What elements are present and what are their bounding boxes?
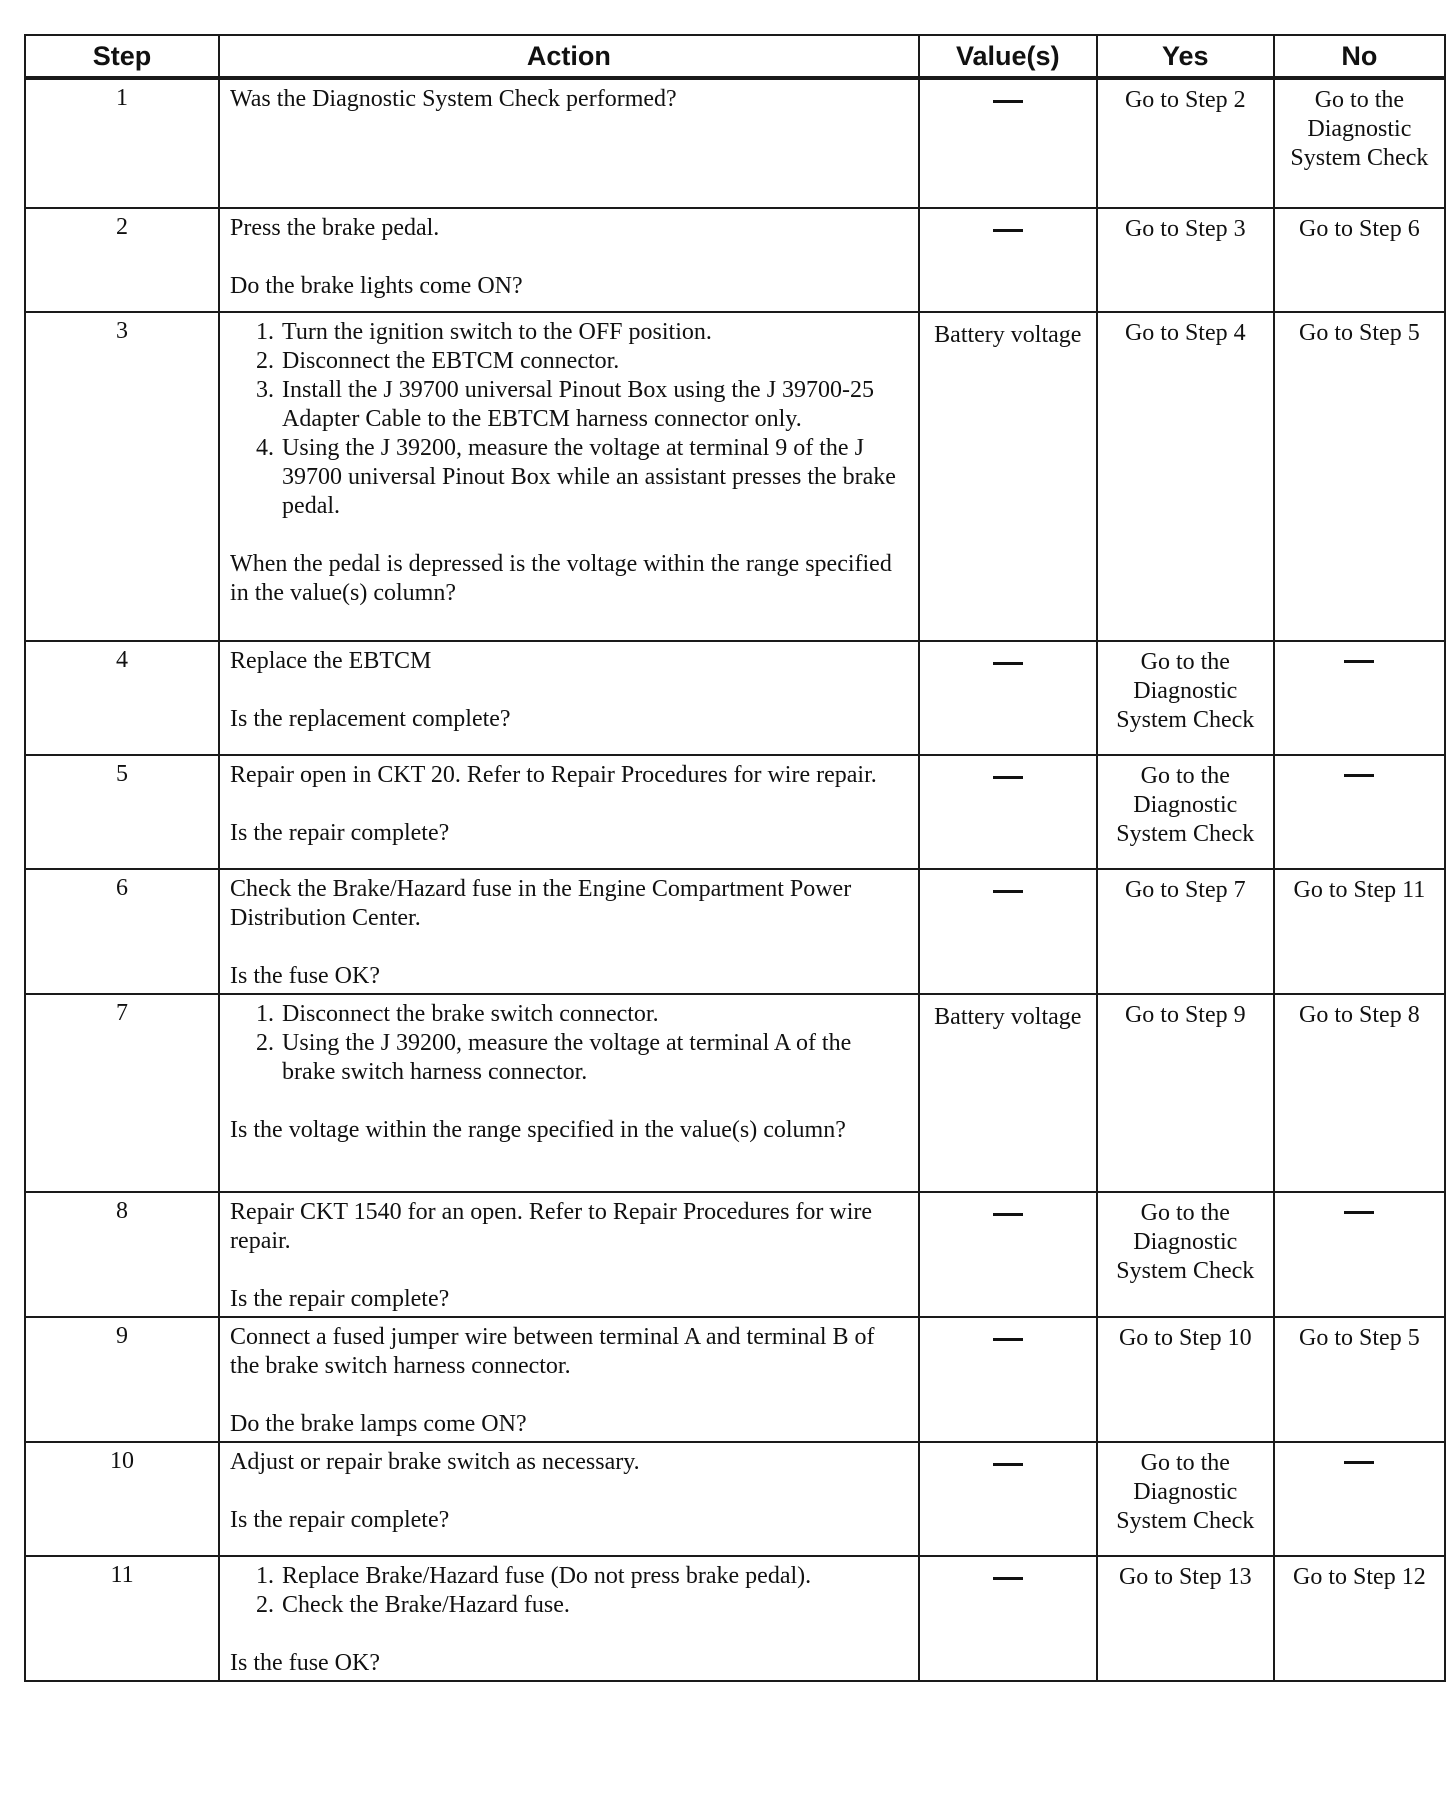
yes-cell <box>1097 78 1274 208</box>
yes-cell <box>1097 1556 1274 1681</box>
cell-text: Go to Step 8 <box>1299 1002 1420 1028</box>
dash-mark <box>993 1338 1023 1341</box>
cell-text: Go to Step 7 <box>1124 877 1246 903</box>
action-question: Is the fuse OK? <box>230 963 380 989</box>
item-text: Using the J 39200, measure the voltage at terminal 9 of the J 39700 universal Pinout Box while an assistant presses the brake pedal. <box>282 435 896 519</box>
action-step-item <box>256 434 910 521</box>
action-step-item <box>256 1591 910 1620</box>
header-no: No <box>1274 35 1445 78</box>
yes-cell <box>1097 1317 1274 1442</box>
action-text: Adjust or repair brake switch as necessary. <box>230 1449 640 1475</box>
dash-mark <box>993 776 1023 779</box>
no-cell <box>1274 869 1445 994</box>
no-cell <box>1274 641 1445 755</box>
cell-text: Go to Step 9 <box>1124 1002 1246 1028</box>
table-row <box>25 641 1445 755</box>
spacer <box>230 1620 910 1649</box>
no-cell <box>1274 208 1445 312</box>
action-cell <box>219 1556 919 1681</box>
table-header <box>25 35 1445 78</box>
step-number: 7 <box>25 994 219 1192</box>
spacer <box>230 676 910 705</box>
table-row <box>25 755 1445 869</box>
dash-mark <box>993 1213 1023 1216</box>
header-action: Action <box>219 35 919 78</box>
table-row <box>25 208 1445 312</box>
table-row <box>25 1556 1445 1681</box>
spacer <box>230 933 910 962</box>
header-row <box>25 35 1445 78</box>
item-number: 3. <box>256 377 275 403</box>
action-text: Was the Diagnostic System Check performed? <box>230 86 677 112</box>
cell-text: Battery voltage <box>934 1004 1082 1030</box>
cell-text: Go to Step 6 <box>1299 216 1420 242</box>
dash-mark <box>993 1577 1023 1580</box>
spacer <box>230 790 910 819</box>
value-cell <box>919 994 1097 1192</box>
dash-mark <box>993 1463 1023 1466</box>
no-cell <box>1274 994 1445 1192</box>
action-question: Is the repair complete? <box>230 1286 450 1312</box>
action-text: Replace the EBTCM <box>230 648 432 674</box>
value-cell <box>919 1556 1097 1681</box>
action-cell <box>219 78 919 208</box>
cell-text: Go to the Diagnostic System Check <box>1116 1450 1255 1534</box>
action-steps-list <box>230 1562 910 1620</box>
action-cell <box>219 994 919 1192</box>
no-cell <box>1274 1317 1445 1442</box>
action-question: Do the brake lights come ON? <box>230 273 523 299</box>
item-text: Disconnect the brake switch connector. <box>282 1001 659 1027</box>
item-number: 2. <box>256 348 275 374</box>
table-row <box>25 1317 1445 1442</box>
action-cell <box>219 869 919 994</box>
dash-mark <box>993 229 1023 232</box>
cell-text: Go to the Diagnostic System Check <box>1116 1200 1255 1284</box>
step-number: 1 <box>25 78 219 208</box>
step-number: 10 <box>25 1442 219 1556</box>
action-step-item <box>256 1029 910 1087</box>
action-step-item <box>256 1562 910 1591</box>
no-cell <box>1274 1192 1445 1317</box>
table-row <box>25 312 1445 641</box>
yes-cell <box>1097 1442 1274 1556</box>
dash-mark <box>1344 774 1374 777</box>
cell-text: Go to the Diagnostic System Check <box>1116 649 1255 733</box>
item-text: Turn the ignition switch to the OFF position. <box>282 319 712 345</box>
cell-text: Go to the Diagnostic System Check <box>1116 763 1255 847</box>
action-cell <box>219 312 919 641</box>
cell-text: Go to Step 10 <box>1118 1325 1252 1351</box>
table-row <box>25 78 1445 208</box>
cell-text: Battery voltage <box>934 322 1082 348</box>
action-steps-list <box>230 1000 910 1087</box>
action-text: Check the Brake/Hazard fuse in the Engine Compartment Power Distribution Center. <box>230 876 852 931</box>
value-cell <box>919 1442 1097 1556</box>
no-cell <box>1274 755 1445 869</box>
step-number: 8 <box>25 1192 219 1317</box>
yes-cell <box>1097 312 1274 641</box>
action-text: Connect a fused jumper wire between terminal A and terminal B of the brake switch harness connector. <box>230 1324 875 1379</box>
yes-cell <box>1097 994 1274 1192</box>
action-steps-list <box>230 318 910 521</box>
step-number: 3 <box>25 312 219 641</box>
value-cell <box>919 1317 1097 1442</box>
spacer <box>230 1381 910 1410</box>
action-text: Press the brake pedal. <box>230 215 440 241</box>
dash-mark <box>993 662 1023 665</box>
action-cell <box>219 755 919 869</box>
item-text: Check the Brake/Hazard fuse. <box>282 1592 570 1618</box>
dash-mark <box>993 100 1023 103</box>
yes-cell <box>1097 869 1274 994</box>
cell-text: Go to Step 2 <box>1124 87 1246 113</box>
item-number: 1. <box>256 319 275 345</box>
dash-mark <box>993 890 1023 893</box>
table-row <box>25 1442 1445 1556</box>
diagnostic-table <box>24 34 1446 1682</box>
item-number: 2. <box>256 1592 275 1618</box>
step-number: 4 <box>25 641 219 755</box>
spacer <box>230 521 910 550</box>
dash-mark <box>1344 1211 1374 1214</box>
value-cell <box>919 78 1097 208</box>
cell-text: Go to Step 12 <box>1293 1564 1426 1590</box>
header-values: Value(s) <box>919 35 1097 78</box>
action-step-item <box>256 347 910 376</box>
item-number: 4. <box>256 435 275 461</box>
action-cell <box>219 1317 919 1442</box>
value-cell <box>919 1192 1097 1317</box>
action-question: Is the replacement complete? <box>230 706 511 732</box>
action-cell <box>219 1192 919 1317</box>
action-question: Is the fuse OK? <box>230 1650 380 1676</box>
action-question: Is the voltage within the range specified in the value(s) column? <box>230 1117 846 1143</box>
no-cell <box>1274 312 1445 641</box>
action-cell <box>219 641 919 755</box>
item-number: 2. <box>256 1030 275 1056</box>
yes-cell <box>1097 1192 1274 1317</box>
action-cell <box>219 1442 919 1556</box>
no-cell <box>1274 1442 1445 1556</box>
action-text: Repair CKT 1540 for an open. Refer to Repair Procedures for wire repair. <box>230 1199 873 1254</box>
spacer <box>230 243 910 272</box>
value-cell <box>919 869 1097 994</box>
item-text: Replace Brake/Hazard fuse (Do not press brake pedal). <box>282 1563 812 1589</box>
yes-cell <box>1097 755 1274 869</box>
no-cell <box>1274 78 1445 208</box>
action-question: When the pedal is depressed is the voltage within the range specified in the value(s) column? <box>230 551 892 606</box>
cell-text: Go to Step 5 <box>1299 1325 1420 1351</box>
step-number: 6 <box>25 869 219 994</box>
cell-text: Go to Step 11 <box>1293 877 1426 903</box>
spacer <box>230 1477 910 1506</box>
item-text: Using the J 39200, measure the voltage at terminal A of the brake switch harness connector. <box>282 1030 852 1085</box>
action-text: Repair open in CKT 20. Refer to Repair Procedures for wire repair. <box>230 762 877 788</box>
item-number: 1. <box>256 1001 275 1027</box>
table-body <box>25 78 1445 1681</box>
no-cell <box>1274 1556 1445 1681</box>
item-text: Disconnect the EBTCM connector. <box>282 348 620 374</box>
yes-cell <box>1097 641 1274 755</box>
step-number: 11 <box>25 1556 219 1681</box>
action-question: Is the repair complete? <box>230 820 450 846</box>
action-cell <box>219 208 919 312</box>
spacer <box>230 1256 910 1285</box>
action-step-item <box>256 376 910 434</box>
yes-cell <box>1097 208 1274 312</box>
action-question: Is the repair complete? <box>230 1507 450 1533</box>
step-number: 2 <box>25 208 219 312</box>
action-step-item <box>256 1000 910 1029</box>
dash-mark <box>1344 660 1374 663</box>
action-question: Do the brake lamps come ON? <box>230 1411 527 1437</box>
spacer <box>230 1087 910 1116</box>
value-cell <box>919 208 1097 312</box>
value-cell <box>919 755 1097 869</box>
header-step: Step <box>25 35 219 78</box>
cell-text: Go to Step 3 <box>1124 216 1246 242</box>
step-number: 9 <box>25 1317 219 1442</box>
cell-text: Go to Step 13 <box>1118 1564 1252 1590</box>
value-cell <box>919 312 1097 641</box>
table-row <box>25 994 1445 1192</box>
cell-text: Go to the Diagnostic System Check <box>1290 87 1429 171</box>
item-text: Install the J 39700 universal Pinout Box using the J 39700-25 Adapter Cable to the EBTCM harness connector only. <box>282 377 875 432</box>
dash-mark <box>1344 1461 1374 1464</box>
table-row <box>25 1192 1445 1317</box>
item-number: 1. <box>256 1563 275 1589</box>
header-yes: Yes <box>1097 35 1274 78</box>
step-number: 5 <box>25 755 219 869</box>
table-row <box>25 869 1445 994</box>
cell-text: Go to Step 4 <box>1124 320 1246 346</box>
value-cell <box>919 641 1097 755</box>
action-step-item <box>256 318 910 347</box>
cell-text: Go to Step 5 <box>1299 320 1420 346</box>
